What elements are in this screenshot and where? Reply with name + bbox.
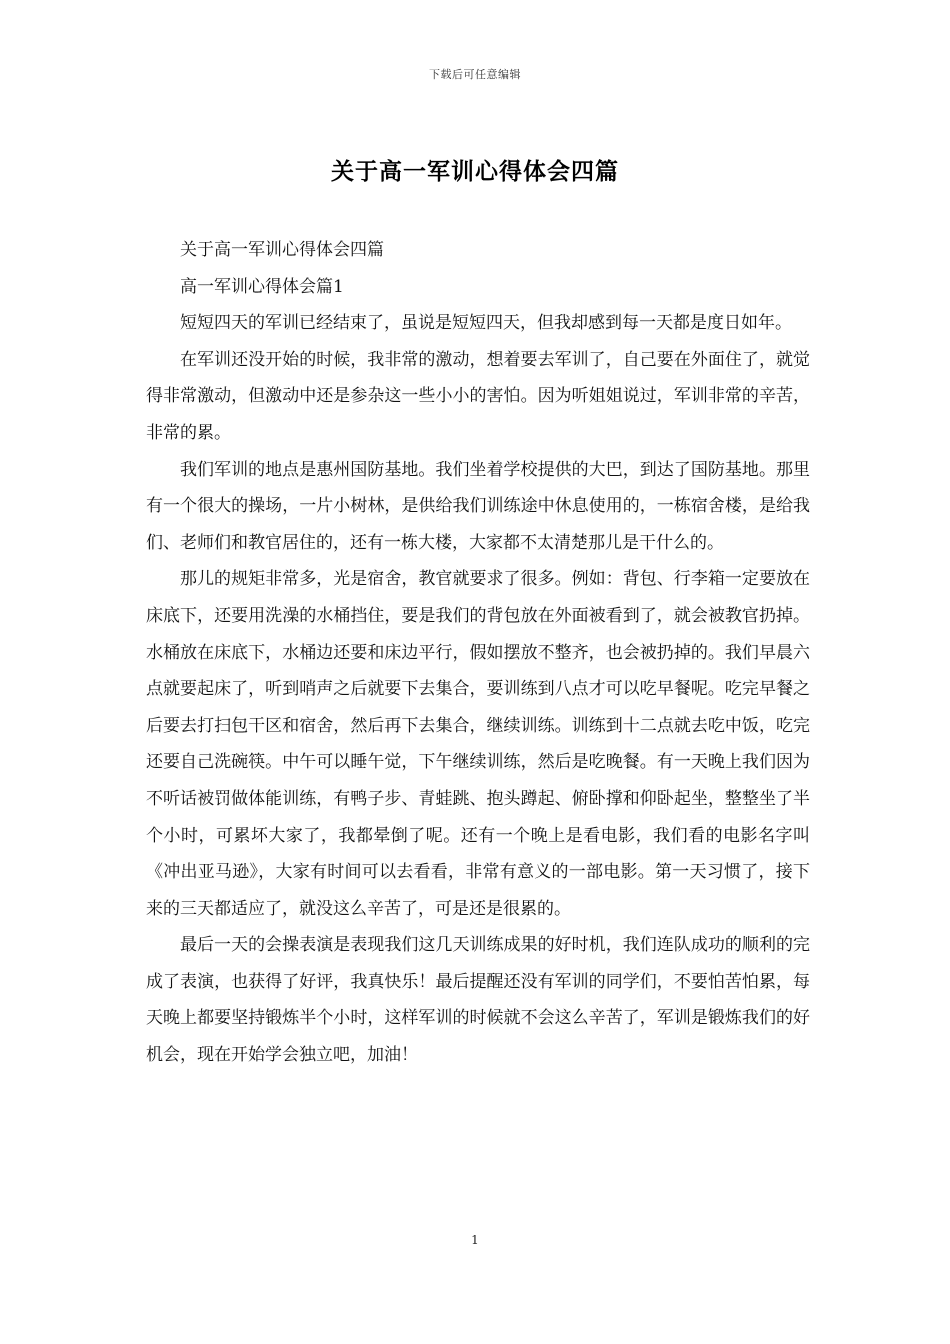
document-title: 关于高一军训心得体会四篇 [331,158,619,185]
paragraph: 在军训还没开始的时候，我非常的激动，想着要去军训了，自己要在外面住了，就觉得非常激动，但激动中还是参杂这一些小小的害怕。因为听姐姐说过，军训非常的辛苦，非常的累。 [146,349,810,443]
paragraph: 短短四天的军训已经结束了，虽说是短短四天，但我却感到每一天都是度日如年。 [180,313,792,334]
paragraph-subtitle: 关于高一军训心得体会四篇 [180,240,384,260]
page-header: 下载后可任意编辑 [429,68,521,81]
paragraph: 最后一天的会操表演是表现我们这几天训练成果的好时机，我们连队成功的顺利的完成了表演，也获得了好评，我真快乐！最后提醒还没有军训的同学们，不要怕苦怕累，每天晚上都要坚持锻炼半个小时，这样军训的时候就不会这么辛苦了，军训是锻炼我们的好机会，现在开始学会独立吧，加油！ [146,935,810,1066]
paragraph: 我们军训的地点是惠州国防基地。我们坐着学校提供的大巴，到达了国防基地。那里有一个很大的操场，一片小树林，是供给我们训练途中休息使用的，一栋宿舍楼，是给我们、老师们和教官居住的，还有一栋大楼，大家都不太清楚那儿是干什么的。 [146,459,810,553]
paragraph: 那儿的规矩非常多，光是宿舍，教官就要求了很多。例如：背包、行李箱一定要放在床底下，还要用洗澡的水桶挡住，要是我们的背包放在外面被看到了，就会被教官扔掉。水桶放在床底下，水桶边还要和床边平行，假如摆放不整齐，也会被扔掉的。我们早晨六点就要起床了，听到哨声之后就要下去集合，要训练到八点才可以吃早餐呢。吃完早餐之后要去打扫包干区和宿舍，然后再下去集合，继续训练。训练到十二点就去吃中饭，吃完还要自己洗碗筷。中午可以睡午觉，下午继续训练，然后是吃晚餐。有一天晚上我们因为不听话被罚做体能训练，有鸭子步、青蛙跳、抱头蹲起、俯卧撑和仰卧起坐，整整坐了半个小时，可累坏大家了，我都晕倒了呢。还有一个晚上是看电影，我们看的电影名字叫《冲出亚马逊》，大家有时间可以去看看，非常有意义的一部电影。第一天习惯了，接下来的三天都适应了，就没这么辛苦了，可是还是很累的。 [146,569,810,919]
document-body [146,232,810,1074]
page-number: 1 [471,1233,479,1247]
paragraph-section-heading: 高一军训心得体会篇1 [180,276,344,297]
